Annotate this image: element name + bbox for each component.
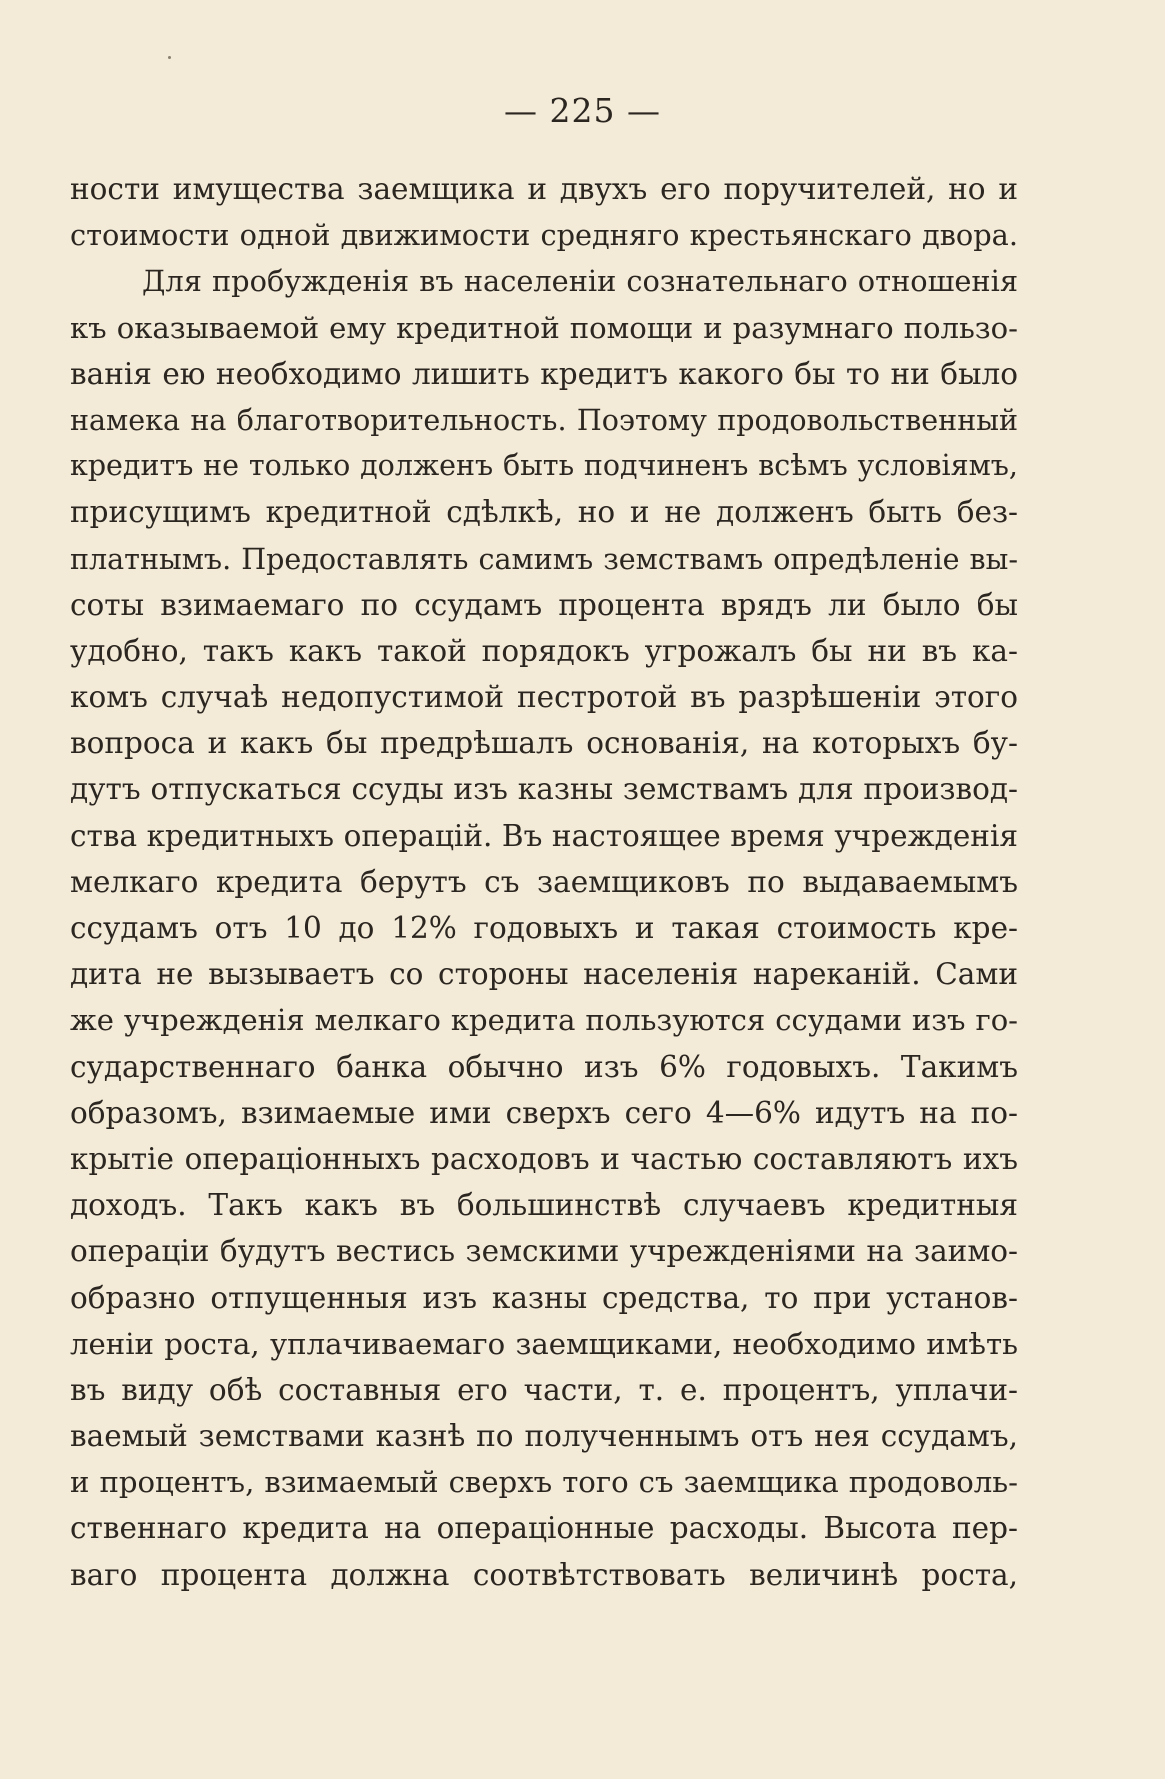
text-line: комъ случаѣ недопустимой пестротой въ разрѣшеніи этого — [70, 680, 1018, 715]
text-line: ства кредитныхъ операцій. Въ настоящее время учрежденія — [70, 818, 1018, 853]
text-line: ственнаго кредита на операціонные расходы. Высота пер- — [70, 1511, 1018, 1546]
text-line: доходъ. Такъ какъ въ большинствѣ случаевъ кредитныя — [70, 1188, 1018, 1223]
text-line: ваго процента должна соотвѣтствовать величинѣ роста, — [70, 1557, 1018, 1592]
text-line: стоимости одной движимости средняго крестьянскаго двора. — [70, 218, 1018, 253]
text-line: намека на благотворительность. Поэтому продовольственный — [70, 402, 1018, 437]
text-line: крытіе операціонныхъ расходовъ и частью составляютъ ихъ — [70, 1141, 1018, 1176]
paper-speck — [168, 56, 171, 59]
text-line: къ оказываемой ему кредитной помощи и разумнаго пользо- — [70, 310, 1018, 345]
text-line: удобно, такъ какъ такой порядокъ угрожалъ бы ни въ ка- — [70, 633, 1018, 668]
text-line: вопроса и какъ бы предрѣшалъ основанія, на которыхъ бу- — [70, 726, 1018, 761]
text-line: сударственнаго банка обычно изъ 6% годовыхъ. Такимъ — [70, 1049, 1018, 1084]
text-line: соты взимаемаго по ссудамъ процента врядъ ли было бы — [70, 587, 1018, 622]
text-line: въ виду обѣ составныя его части, т. е. процентъ, уплачи- — [70, 1372, 1018, 1407]
text-line: леніи роста, уплачиваемаго заемщиками, необходимо имѣть — [70, 1326, 1018, 1361]
text-line: платнымъ. Предоставлять самимъ земствамъ опредѣленіе вы- — [70, 541, 1018, 576]
text-line: присущимъ кредитной сдѣлкѣ, но и не долженъ быть без- — [70, 495, 1018, 530]
text-line: дутъ отпускаться ссуды изъ казны земствамъ для производ- — [70, 772, 1018, 807]
text-line: дита не вызываетъ со стороны населенія нареканій. Сами — [70, 957, 1018, 992]
text-line: ваемый земствами казнѣ по полученнымъ отъ нея ссудамъ, — [70, 1419, 1018, 1454]
text-line: образомъ, взимаемые ими сверхъ сего 4—6% идутъ на по- — [70, 1095, 1018, 1130]
text-line: же учрежденія мелкаго кредита пользуются ссудами изъ го- — [70, 1003, 1018, 1038]
text-line: ванія ею необходимо лишить кредитъ какого бы то ни было — [70, 356, 1018, 391]
text-line: кредитъ не только долженъ быть подчиненъ всѣмъ условіямъ, — [70, 449, 1018, 483]
text-line: мелкаго кредита берутъ съ заемщиковъ по выдаваемымъ — [70, 864, 1018, 899]
text-line: операціи будутъ вестись земскими учрежденіями на заимо- — [70, 1234, 1018, 1269]
page-number: — 225 — — [504, 91, 661, 130]
text-line: ности имущества заемщика и двухъ его поручителей, но и — [70, 172, 1018, 206]
text-line: ссудамъ отъ 10 до 12% годовыхъ и такая стоимость кре- — [70, 911, 1018, 945]
body-text — [70, 166, 1018, 1598]
paragraph-first-line: Для пробужденія въ населеніи сознательнаго отношенія — [142, 264, 1018, 299]
text-line: и процентъ, взимаемый сверхъ того съ заемщика продоволь- — [70, 1465, 1018, 1500]
text-line: образно отпущенныя изъ казны средства, то при установ- — [70, 1280, 1018, 1315]
